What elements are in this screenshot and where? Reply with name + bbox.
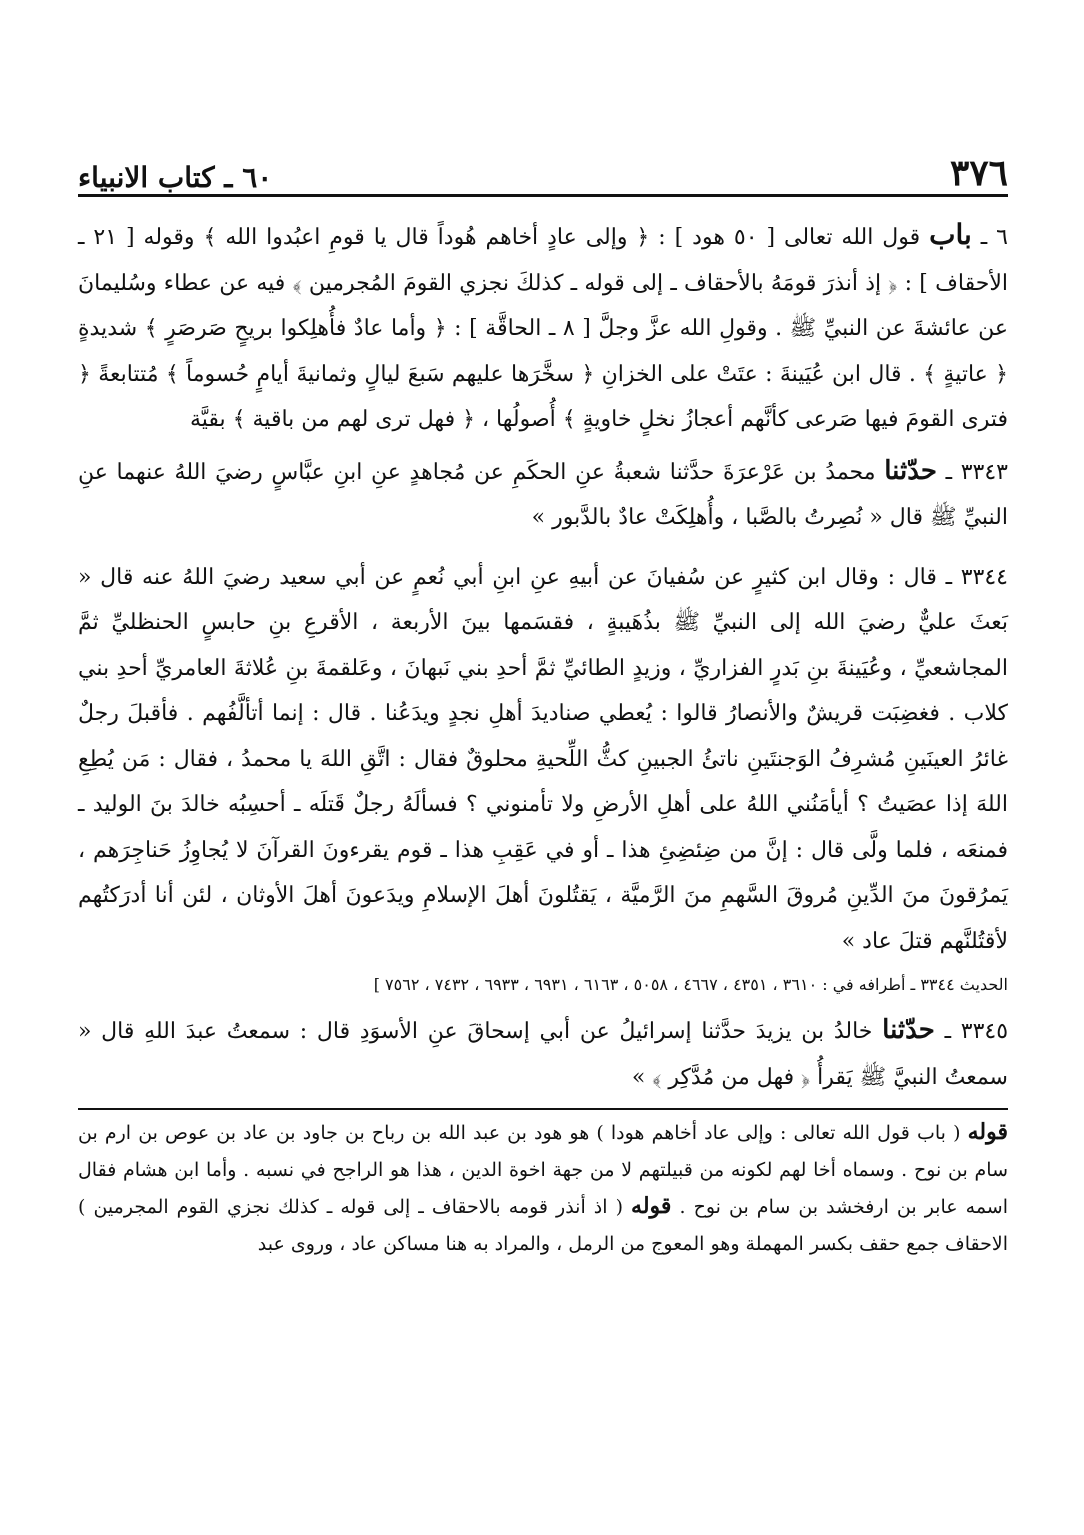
page-header [78, 142, 1008, 197]
hadith-number: ٣٣٤٤ ـ [945, 564, 1008, 590]
chapter-title: ٦٠ ـ كتاب الانبياء [78, 161, 273, 194]
hadith-number: ٣٣٤٣ ـ [945, 459, 1008, 485]
haddathana-word: حدّثنا [882, 1015, 935, 1045]
bab-heading: باب [929, 218, 972, 251]
page-number: ٣٧٦ [949, 152, 1008, 194]
hadith-3344 [78, 555, 1008, 965]
book-page [78, 0, 1008, 1535]
commentary-lead: قوله [631, 1193, 672, 1219]
hadith-3345 [78, 1008, 1008, 1100]
page-body [78, 212, 1008, 1262]
hadith-text: محمدُ بن عَرْعرَةَ حدَّثنا شعبةُ عنِ الحكَمِ عن مُجاهدٍ عنِ ابنِ عبَّاسٍ رضيَ اللهُ عنهما عنِ النبيِّ ﷺ قال « نُصِرتُ بالصَّبا ، وأُهلِكَتْ عادٌ بالدَّبور » [78, 459, 1008, 530]
bab-number: ٦ ـ [980, 225, 1008, 250]
hadith-3343 [78, 449, 1008, 541]
commentary-section [78, 1108, 1008, 1262]
hadith-references: الحديث ٣٣٤٤ ـ أطرافه في : ٣٦١٠ ، ٤٣٥١ ، ٤٦٦٧ ، ٥٠٥٨ ، ٦١٦٣ ، ٦٩٣١ ، ٦٩٣٣ ، ٧٤٣٢ ، ٧٥٦٢ ] [373, 975, 1008, 994]
hadith-number: ٣٣٤٥ ـ [944, 1019, 1009, 1044]
commentary-text: ( اذ أنذر قومه بالاحقاف ـ إلى قوله ـ كذلك نجزي القوم المجرمين ) الاحقاف جمع حقف بكسر المهملة وهو المعوج من الرمل ، والمراد به هنا مساكن عاد ، وروى عبد [78, 1196, 1008, 1255]
hadith-text: خالدُ بن يزيدَ حدَّثنا إسرائيلُ عن أبي إسحاقَ عنِ الأسوَدِ قال : سمعتُ عبدَ اللهِ قال « سمعتُ النبيَّ ﷺ يَقرأُ ﴿ فهل من مُدَّكِر ﴾ » [78, 1019, 1008, 1090]
bab-text: قول الله تعالى [ ٥٠ هود ] : ﴿ وإلى عادٍ أخاهم هُوداً قال يا قومِ اعبُدوا الله ﴾ وقوله [ ٢١ ـ الأحقاف ] : ﴿ إذ أنذرَ قومَهُ بالأحقاف ـ إلى قوله ـ كذلكَ نجزي القومَ المُجرمين ﴾ فيه عن عطاء وسُليمانَ عن عائشةَ عن النبيِّ ﷺ . وقولِ الله عزَّ وجلَّ [ ٨ ـ الحاقَّة ] : ﴿ وأما عادٌ فأُهلِكوا بريحٍ صَرصَرٍ ﴾ شديدةٍ ﴿ عاتيةٍ ﴾ . قال ابن عُيَينةَ : عتَتْ على الخزانِ ﴿ سخَّرَها عليهم سَبعَ ليالٍ وثمانيةَ أيامٍ حُسوماً ﴾ مُتتابعةً ﴿ فترى القومَ فيها صَرعى كأنَّهم أعجازُ نخلٍ خاويةٍ ﴾ أُصولُها ، ﴿ فهل ترى لهم من باقية ﴾ بقيَّة [78, 225, 1008, 432]
haddathana-word: حدّثنا [884, 455, 937, 486]
commentary-lead: قوله [967, 1119, 1008, 1145]
bab-section [78, 212, 1008, 443]
commentary-text: ( باب قول الله تعالى : وإلى عاد أخاهم هودا ) هو هود بن عبد الله بن رباح بن جاود بن عاد بن عوص بن ارم بن سام بن نوح . وسماه أخا لهم لكونه من قبيلتهم لا من جهة اخوة الدين ، هذا هو الراجح في نسبه . وأما ابن هشام فقال اسمه عابر بن ارفخشد بن سام بن نوح . [78, 1122, 1009, 1218]
hadith-text: قال : وقال ابن كثيرٍ عن سُفيانَ عن أبيهِ عنِ ابنِ أبي نُعمٍ عن أبي سعيد رضيَ اللهُ عنه قال « بَعثَ عليٌّ رضيَ الله إلى النبيِّ ﷺ بذُهَيبةٍ ، فقسَمها بينَ الأربعة ، الأقرعِ بنِ حابسٍ الحنظليِّ ثمَّ المجاشعيِّ ، وعُيَينةَ بنِ بَدرٍ الفزاريِّ ، وزيدٍ الطائيِّ ثمَّ أحدِ بني نَبهانَ ، وعَلقمةَ بنِ عُلاثةَ العامريِّ أحدِ بني كلاب . فغضِبَت قريشٌ والأنصارُ قالوا : يُعطي صناديدَ أهلِ نجدٍ ويدَعُنا . قال : إنما أتألَّفُهم . فأقبلَ رجلٌ غائرُ العينَينِ مُشرِفُ الوَجنتَينِ ناتئُ الجبينِ كثُّ اللِّحيةِ محلوقٌ فقال : اتَّقِ اللهَ يا محمدُ ، فقال : مَن يُطِعِ اللهَ إذا عصَيتُ ؟ أيأمَنُني اللهُ على أهلِ الأرضِ ولا تأمنوني ؟ فسألَهُ رجلٌ قَتلَه ـ أحسِبُه خالدَ بنَ الوليد ـ فمنعَه ، فلما ولَّى قال : إنَّ من ضِئضِئِ هذا ـ أو في عَقِبِ هذا ـ قوم يقرءونَ القرآنَ لا يُجاوِزُ حَناجِرَهم ، يَمرُقونَ منَ الدِّينِ مُروقَ السَّهمِ منَ الرَّميَّة ، يَقتُلونَ أهلَ الإسلامِ ويدَعونَ أهلَ الأوثان ، لئن أنا أدرَكتُهم لأقتُلنَّهم قتلَ عاد » [78, 564, 1008, 954]
